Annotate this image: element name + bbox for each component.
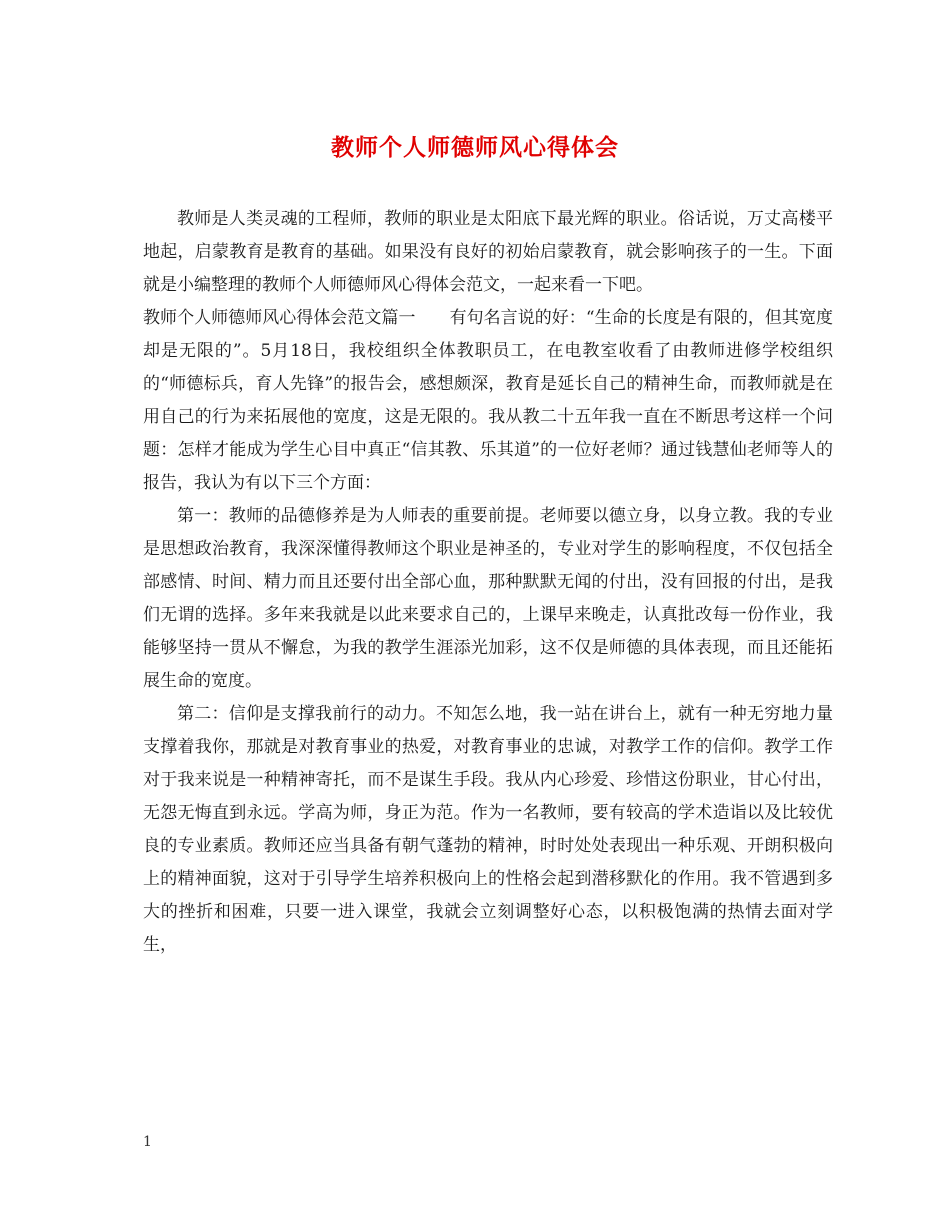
- page-number: 1: [143, 1134, 152, 1150]
- paragraph-essay-one: 教师个人师德师风心得体会范文篇一 有句名言说的好：“生命的长度是有限的，但其宽度却是无限的”。5月18日，我校组织全体教职员工，在电教室收看了由教师进修学校组织的“师德标兵，育人先锋”的报告会，感想颇深，教育是延长自己的精神生命，而教师就是在用自己的行为来拓展他的宽度，这是无限的。我从教二十五年我一直在不断思考这样一个问题：怎样才能成为学生心目中真正“信其教、乐其道”的一位好老师？通过钱慧仙老师等人的报告，我认为有以下三个方面：: [143, 308, 833, 493]
- paragraph-point-one: 第一：教师的品德修养是为人师表的重要前提。老师要以德立身，以身立教。我的专业是思想政治教育，我深深懂得教师这个职业是神圣的，专业对学生的影响程度，不仅包括全部感情、时间、精力而且还要付出全部心血，那种默默无闻的付出，没有回报的付出，是我们无谓的选择。多年来我就是以此来要求自己的，上课早来晚走，认真批改每一份作业，我能够坚持一贯从不懈怠，为我的教学生涯添光加彩，这不仅是师德的具体表现，而且还能拓展生命的宽度。: [143, 506, 833, 691]
- document-body: [143, 203, 833, 962]
- document-title: 教师个人师德师风心得体会: [331, 134, 619, 161]
- paragraph-intro: 教师是人类灵魂的工程师，教师的职业是太阳底下最光辉的职业。俗话说，万丈高楼平地起，启蒙教育是教育的基础。如果没有良好的初始启蒙教育，就会影响孩子的一生。下面就是小编整理的教师个人师德师风心得体会范文，一起来看一下吧。: [143, 209, 833, 295]
- paragraph-point-two: 第二：信仰是支撑我前行的动力。不知怎么地，我一站在讲台上，就有一种无穷地力量支撑着我你，那就是对教育事业的热爱，对教育事业的忠诚，对教学工作的信仰。教学工作对于我来说是一种精神寄托，而不是谋生手段。我从内心珍爱、珍惜这份职业，甘心付出，无怨无悔直到永远。学高为师，身正为范。作为一名教师，要有较高的学术造诣以及比较优良的专业素质。教师还应当具备有朝气蓬勃的精神，时时处处表现出一种乐观、开朗积极向上的精神面貌，这对于引导学生培养积极向上的性格会起到潜移默化的作用。我不管遇到多大的挫折和困难，只要一进入课堂，我就会立刻调整好心态，以积极饱满的热情去面对学生，: [143, 704, 833, 955]
